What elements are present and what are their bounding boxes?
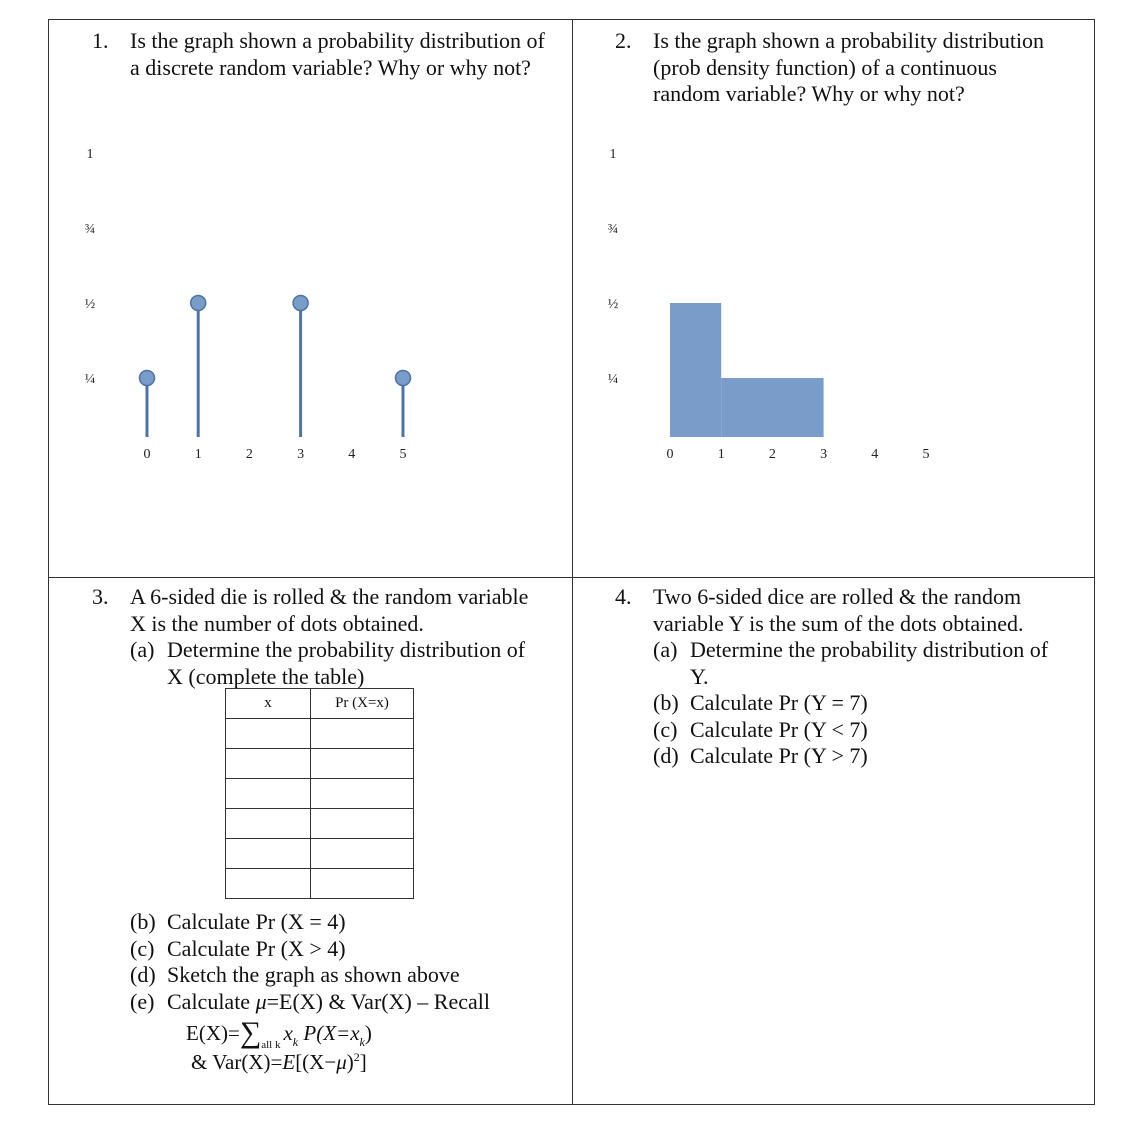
question-4a-line-2: Y. — [690, 663, 709, 689]
q1-x-tick-label: 0 — [143, 447, 151, 462]
q1-stem-point — [140, 371, 155, 386]
q2-x-tick-label: 0 — [666, 447, 674, 462]
formula-x: x — [283, 1021, 293, 1045]
question-4c-text: Calculate Pr (Y < 7) — [690, 716, 868, 742]
formula-mid: P(X=x — [298, 1021, 360, 1045]
q2-x-tick-label: 2 — [768, 447, 776, 462]
question-4-line-1: Two 6-sided dice are rolled & the random — [653, 584, 1022, 609]
expectation-lhs: E(X)= — [186, 1021, 240, 1045]
q2-x-tick-label: 5 — [922, 447, 930, 462]
formula-end: ) — [364, 1021, 372, 1045]
question-3-parts — [130, 909, 490, 1015]
table-cell[interactable] — [226, 779, 311, 809]
variance-pre: & Var(X)= — [191, 1050, 283, 1074]
question-2-line-2: (prob density function) of a continuous — [653, 54, 997, 80]
question-3-line-1: A 6-sided die is rolled & the random variable — [130, 584, 529, 609]
question-3a-line-2: X (complete the table) — [167, 663, 365, 689]
q1-y-tick-label: ½ — [84, 297, 96, 312]
question-3d-label: (d) — [130, 962, 156, 987]
table-cell[interactable] — [311, 749, 414, 779]
variance-body: [(X− — [295, 1050, 337, 1074]
table-row — [226, 719, 414, 749]
variance-square: 2 — [353, 1050, 360, 1064]
question-2-line-3: random variable? Why or why not? — [653, 81, 965, 106]
table-row — [226, 779, 414, 809]
table-row — [226, 809, 414, 839]
q1-y-tick-label: 1 — [86, 147, 94, 162]
table-header-pr: Pr (X=x) — [311, 689, 414, 719]
question-4-number: 4. — [615, 584, 632, 609]
table-cell[interactable] — [226, 719, 311, 749]
question-1-line-1: Is the graph shown a probability distribution of — [130, 28, 545, 53]
question-2-line-1: Is the graph shown a probability distribution — [653, 28, 1045, 53]
formula-k2: k — [359, 1035, 365, 1049]
q2-area-chart — [583, 130, 1083, 480]
sigma-symbol: ∑ — [239, 1016, 262, 1049]
question-4d — [653, 743, 1048, 770]
q1-x-tick-label: 1 — [194, 447, 202, 462]
q1-stem-point — [191, 296, 206, 311]
table-row — [226, 839, 414, 869]
q2-x-tick-label: 3 — [820, 447, 828, 462]
question-1-number: 1. — [92, 28, 109, 53]
question-3b — [130, 909, 490, 936]
question-1-line-2: a discrete random variable? Why or why not? — [130, 54, 531, 80]
question-2-number: 2. — [615, 28, 632, 53]
question-4b-label: (b) — [653, 690, 679, 715]
q1-x-tick-label: 5 — [399, 447, 407, 462]
mu-symbol: μ — [255, 988, 267, 1014]
question-3e-text-post: =E(X) & Var(X) – Recall — [266, 988, 490, 1014]
q2-y-tick-label: ¼ — [607, 372, 619, 387]
question-4d-label: (d) — [653, 743, 679, 768]
question-3a — [130, 637, 528, 664]
question-3d-text: Sketch the graph as shown above — [167, 962, 460, 987]
q2-density-segment — [721, 378, 823, 437]
q2-y-tick-label: ¾ — [607, 222, 619, 237]
q2-density-segment — [670, 303, 721, 437]
question-4c-label: (c) — [653, 716, 678, 742]
q1-stem-chart — [60, 130, 560, 480]
table-row — [226, 869, 414, 899]
table-cell[interactable] — [226, 809, 311, 839]
variance-close: ) — [346, 1050, 354, 1074]
table-cell[interactable] — [226, 869, 311, 899]
probability-table — [225, 688, 414, 899]
table-cell[interactable] — [311, 839, 414, 869]
question-3b-text: Calculate Pr (X = 4) — [167, 909, 346, 934]
question-3c-text: Calculate Pr (X > 4) — [167, 935, 346, 961]
question-4a — [653, 637, 1048, 664]
q1-x-tick-label: 4 — [348, 447, 356, 462]
table-header-x: x — [226, 689, 311, 719]
q1-stem-point — [293, 296, 308, 311]
question-3-line-2: X is the number of dots obtained. — [130, 610, 424, 636]
question-3e-text-pre: Calculate — [167, 988, 256, 1014]
variance-end: ] — [359, 1050, 367, 1074]
q1-y-tick-label: ¾ — [84, 222, 96, 237]
question-3e-label: (e) — [130, 988, 155, 1014]
question-4-line-2: variable Y is the sum of the dots obtained. — [653, 610, 1024, 636]
variance-mu: μ — [336, 1050, 347, 1074]
q2-x-tick-label: 4 — [871, 447, 879, 462]
question-3c — [130, 936, 490, 963]
table-cell[interactable] — [226, 749, 311, 779]
question-3e — [130, 989, 490, 1016]
table-cell[interactable] — [226, 839, 311, 869]
horizontal-divider — [48, 577, 1095, 578]
table-cell[interactable] — [311, 869, 414, 899]
expectation-formula — [186, 1016, 372, 1051]
vertical-divider — [572, 19, 573, 1105]
question-4d-text: Calculate Pr (Y > 7) — [690, 743, 868, 768]
question-3-number: 3. — [92, 584, 109, 609]
question-3a-line-1: Determine the probability distribution of — [167, 637, 526, 662]
q1-x-tick-label: 2 — [245, 447, 253, 462]
question-4a-line-1: Determine the probability distribution of — [690, 637, 1049, 662]
table-cell[interactable] — [311, 719, 414, 749]
table-cell[interactable] — [311, 809, 414, 839]
q2-y-tick-label: ½ — [607, 297, 619, 312]
variance-formula — [191, 1050, 367, 1075]
q1-x-tick-label: 3 — [297, 447, 305, 462]
q2-y-tick-label: 1 — [609, 147, 617, 162]
table-header-row — [226, 689, 414, 719]
question-4c — [653, 717, 1048, 744]
q2-x-tick-label: 1 — [717, 447, 725, 462]
variance-E: E — [282, 1050, 296, 1074]
question-3b-label: (b) — [130, 909, 156, 934]
table-cell[interactable] — [311, 779, 414, 809]
question-4a-label: (a) — [653, 637, 678, 662]
sigma-subscript: all k — [261, 1039, 281, 1051]
question-4b — [653, 690, 1048, 717]
formula-k: k — [292, 1035, 299, 1049]
question-3d — [130, 962, 490, 989]
question-3c-label: (c) — [130, 935, 155, 961]
q1-y-tick-label: ¼ — [84, 372, 96, 387]
question-3a-label: (a) — [130, 637, 155, 662]
question-4b-text: Calculate Pr (Y = 7) — [690, 690, 868, 715]
q1-stem-point — [396, 371, 411, 386]
table-row — [226, 749, 414, 779]
